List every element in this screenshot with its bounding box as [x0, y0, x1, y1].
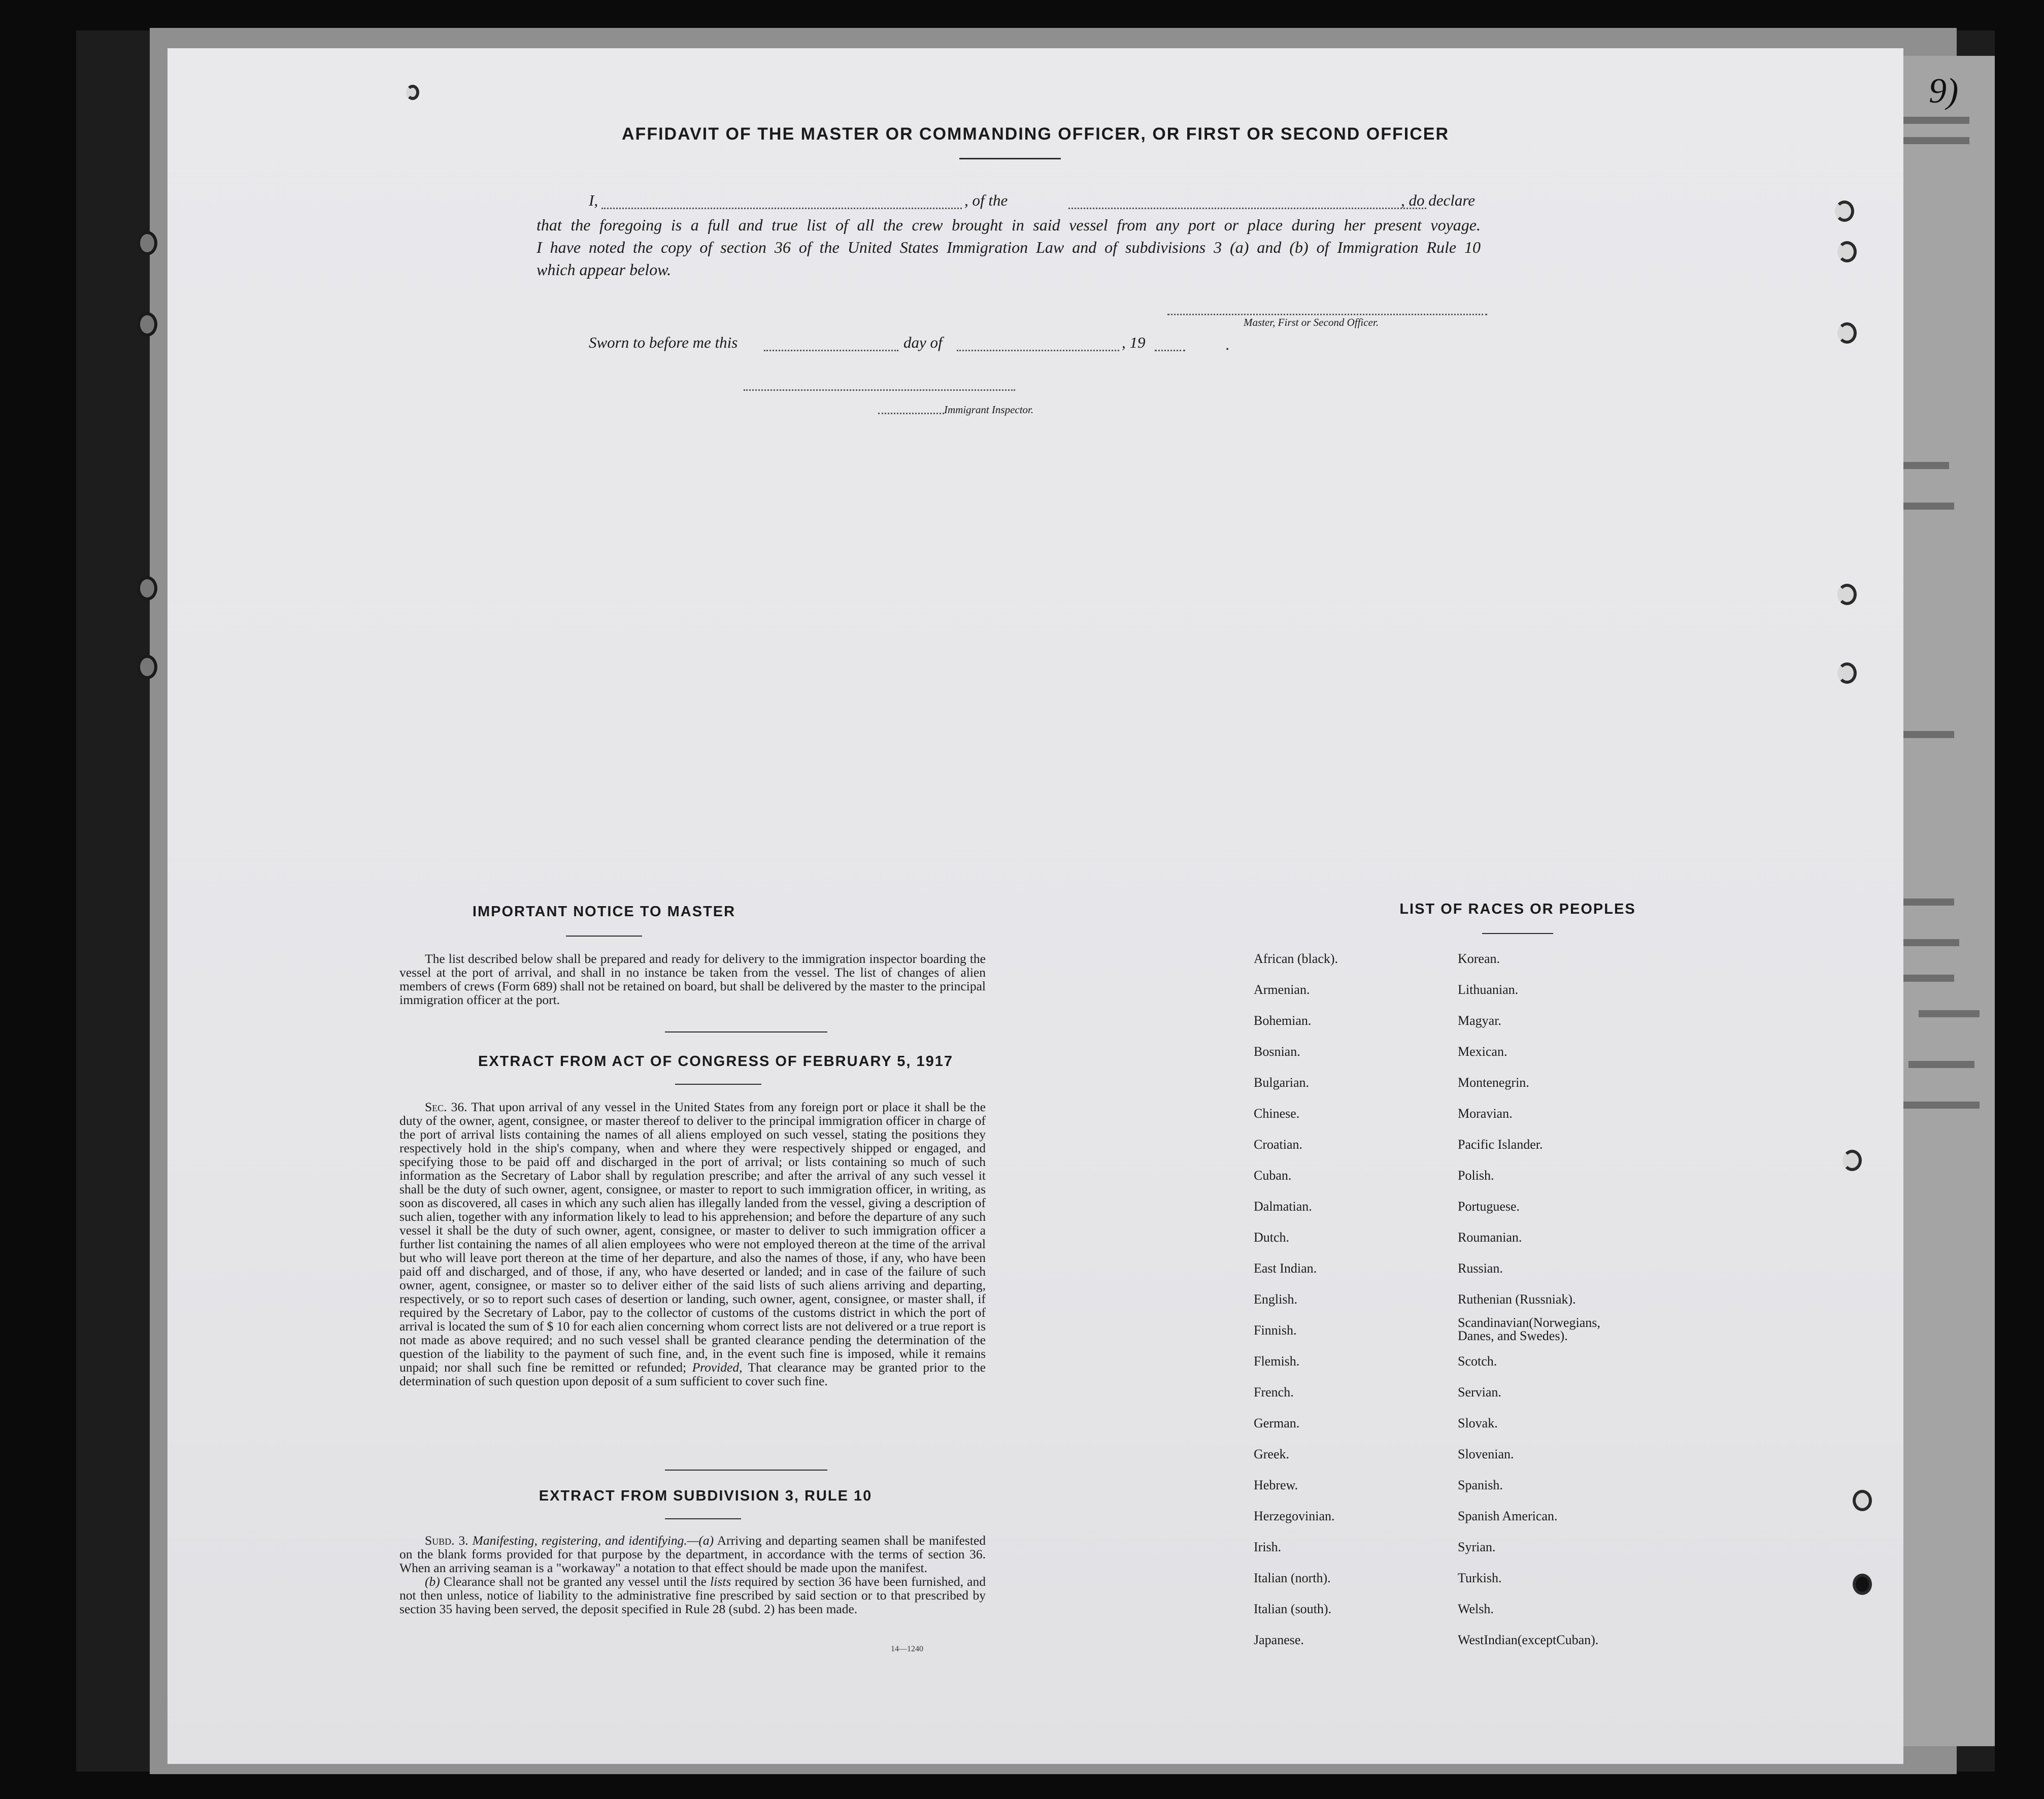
master-signature-label: Master, First or Second Officer. [1244, 316, 1379, 328]
race-item: Cuban. [1254, 1168, 1292, 1183]
inspector-signature-field[interactable] [744, 389, 1015, 391]
year-prefix-label: , 19 [1122, 334, 1146, 351]
race-item: Spanish. [1458, 1478, 1503, 1492]
race-item: Roumanian. [1458, 1230, 1522, 1245]
binder-hole-icon [137, 231, 157, 255]
subd-heading: Manifesting, registering, and identifying.—(a) [472, 1533, 714, 1548]
sec-label: Sec. 36. [425, 1100, 467, 1114]
races-title: LIST OF RACES OR PEOPLES [1399, 901, 1636, 917]
race-item: English. [1254, 1292, 1297, 1307]
declarant-name-field[interactable] [601, 208, 962, 209]
rule-extract-rule [665, 1518, 741, 1519]
race-item: Polish. [1458, 1168, 1494, 1183]
subd-a-text: Arriving and departing seamen shall be manifested on the blank forms provided for that purpose by the department, in accordance with the terms of section 36. When an arriving seaman is a "workaway" a notation to that effect should be made upon the manifest. [399, 1533, 986, 1575]
inspector-signature-field[interactable] [878, 413, 944, 414]
affidavit-page [167, 48, 1903, 1764]
race-item: Montenegrin. [1458, 1075, 1529, 1090]
race-item: African (black). [1254, 951, 1338, 966]
race-item: Scandinavian(Norwegians, Danes, and Swedes). [1458, 1315, 1600, 1343]
declaration-text [537, 214, 1481, 281]
lists-word: lists [710, 1574, 731, 1589]
race-item: Lithuanian. [1458, 982, 1519, 997]
race-item: Armenian. [1254, 982, 1310, 997]
race-item: Bosnian. [1254, 1044, 1300, 1059]
do-declare-label: , do declare [1401, 191, 1476, 209]
race-item: Slovenian. [1458, 1447, 1514, 1461]
punch-hole-icon [406, 85, 419, 100]
day-of-label: day of [903, 334, 943, 351]
punch-hole-icon [1837, 322, 1857, 344]
sworn-month-field[interactable] [957, 350, 1119, 351]
b-label: (b) [425, 1574, 440, 1589]
act-extract-rule [675, 1084, 761, 1085]
race-item: Pacific Islander. [1458, 1137, 1543, 1152]
race-item: French. [1254, 1385, 1294, 1400]
sworn-year-field[interactable] [1155, 350, 1185, 351]
declarant-label: I, [589, 191, 598, 209]
section-rule [665, 1031, 827, 1032]
binder-hole-icon [137, 655, 157, 679]
race-item: Finnish. [1254, 1323, 1297, 1338]
race-item: Welsh. [1458, 1602, 1494, 1616]
race-item: Italian (north). [1254, 1571, 1331, 1585]
race-item: Slovak. [1458, 1416, 1498, 1430]
binder-hole-icon [137, 576, 157, 601]
race-item: Irish. [1254, 1540, 1282, 1554]
notice-body [399, 952, 986, 1007]
race-item: Italian (south). [1254, 1602, 1332, 1616]
rule-paragraph-a [399, 1534, 986, 1575]
race-item: East Indian. [1254, 1261, 1317, 1276]
race-item: Bulgarian. [1254, 1075, 1310, 1090]
section-rule [665, 1470, 827, 1471]
rule-extract-title: EXTRACT FROM SUBDIVISION 3, RULE 10 [539, 1488, 873, 1504]
sec-36-text: That upon arrival of any vessel in the United States from any foreign port or place it shall be the duty of the owner, agent, consignee, or master thereof to deliver to the principal immigration officer in charge of the port of arrival lists containing the names of all aliens employed on such vessel, stating the positions they respectively hold in the ship's company, when and where they were respectively shipped or engaged, and specifying those to be paid off and discharged in the port of arrival; or lists containing so much of such information as the Secretary of Labor shall by regulation prescribe; and after the arrival of any such vessel it shall be the duty of such owner, agent, consignee, or master to report to such immigration officer, in writing, as soon as discovered, all cases in which any such alien has illegally landed from the vessel, giving a description of such alien, together with any information likely to lead to his apprehension; and before the departure of any such vessel it shall be the duty of such owner, agent, consignee, or master to deliver to such immigration officer a further list containing the names of all alien employees who were not employed thereon at the time of the arrival but who will leave port thereon at the time of her departure, and also the names of those, if any, who have been paid off and discharged, and of those, if any, who have deserted or landed; and in case of the failure of such owner, agent, consignee, or master so to deliver either of the said lists of such aliens arriving and departing, respectively, or so to report such cases of desertion or landing, such owner, agent, consignee, or master shall, if required by the Secretary of Labor, pay to the collector of customs of the customs district in which the port of arrival is located the sum of $ 10 for each alien concerning whom correct lists are not delivered or a true report is not made as above required; and no such vessel shall be granted clearance pending the determination of the question of the liability to the payment of such fine, and, in the event such fine is imposed, while it remains unpaid; nor shall such fine be remitted or refunded; [399, 1100, 986, 1375]
act-extract-paragraph [399, 1100, 986, 1388]
notice-title: IMPORTANT NOTICE TO MASTER [472, 904, 736, 920]
race-item: Russian. [1458, 1261, 1503, 1276]
punch-hole-icon [1835, 201, 1854, 222]
race-item: Ruthenian (Russniak). [1458, 1292, 1576, 1307]
notice-paragraph: The list described below shall be prepared and ready for delivery to the immigration inspector boarding the vessel at the port of arrival, and shall in no instance be taken from the vessel. The list of changes of alien members of crews (Form 689) shall not be retained on board, but shall be delivered by the master to the principal immigration officer at the port. [399, 951, 986, 1007]
race-item: Dutch. [1254, 1230, 1290, 1245]
race-item: Flemish. [1254, 1354, 1300, 1369]
sec-36-text-end: That clearance may be granted prior to the determination of such question upon deposit of a sum sufficient to cover such fine. [399, 1360, 986, 1388]
race-item: Japanese. [1254, 1633, 1304, 1647]
sworn-label: Sworn to before me this [589, 334, 738, 351]
race-item: Servian. [1458, 1385, 1501, 1400]
race-item: Hebrew. [1254, 1478, 1298, 1492]
race-item: Mexican. [1458, 1044, 1507, 1059]
master-signature-field[interactable] [1167, 314, 1487, 315]
act-extract-body [399, 1100, 986, 1388]
race-item: Magyar. [1458, 1013, 1501, 1028]
sworn-day-field[interactable] [764, 350, 898, 351]
form-number: 14—1240 [891, 1645, 923, 1653]
act-extract-title: EXTRACT FROM ACT OF CONGRESS OF FEBRUARY 5, 1917 [478, 1053, 954, 1070]
race-item: German. [1254, 1416, 1300, 1430]
year-suffix: . [1226, 336, 1230, 353]
race-item: Bohemian. [1254, 1013, 1312, 1028]
race-item: Scotch. [1458, 1354, 1497, 1369]
declaration-line: I have noted the copy of section 36 of the United States Immigration Law and of subdivisions 3 (a) and (b) of Immigration Rule 10 [537, 238, 1481, 256]
declaration-line: that the foregoing is a full and true list of all the crew brought in said vessel from any port or place during her present voyage. [537, 216, 1481, 234]
race-item: Korean. [1458, 951, 1500, 966]
of-the-label: , of the [964, 191, 1008, 209]
vessel-name-field[interactable] [1068, 208, 1426, 209]
margin-mark: 9) [1929, 72, 1959, 111]
subd-b-text: Clearance shall not be granted any vessel until the [443, 1574, 707, 1589]
race-item: Chinese. [1254, 1106, 1300, 1121]
inspector-label: Immigrant Inspector. [944, 404, 1034, 416]
affidavit-title: AFFIDAVIT OF THE MASTER OR COMMANDING OFFICER, OR FIRST OR SECOND OFFICER [622, 124, 1449, 144]
subd-label: Subd. 3. [425, 1533, 468, 1548]
race-item: Croatian. [1254, 1137, 1303, 1152]
provided-label: Provided, [692, 1360, 743, 1375]
race-item: Moravian. [1458, 1106, 1513, 1121]
race-item: Dalmatian. [1254, 1199, 1312, 1214]
races-rule [1482, 933, 1553, 934]
race-item: Herzegovinian. [1254, 1509, 1335, 1523]
rule-paragraph-b [399, 1575, 986, 1616]
punch-hole-icon [1837, 662, 1857, 684]
title-rule [959, 158, 1061, 159]
punch-hole-icon [1837, 241, 1857, 262]
race-item: WestIndian(exceptCuban). [1458, 1633, 1599, 1647]
declaration-line: which appear below. [537, 260, 672, 279]
race-item: Syrian. [1458, 1540, 1496, 1554]
punch-hole-icon [1837, 584, 1857, 605]
race-item: Spanish American. [1458, 1509, 1558, 1523]
subd-b-text-end: required by section 36 have been furnished, and not then unless, notice of liability to the administrative fine prescribed by said section or to that prescribed by section 35 having been served, the deposit specified in Rule 28 (subd. 2) has been made. [399, 1574, 986, 1616]
race-item: Turkish. [1458, 1571, 1502, 1585]
notice-rule [566, 936, 642, 937]
binder-hole-icon [137, 312, 157, 337]
race-item: Greek. [1254, 1447, 1290, 1461]
race-item: Portuguese. [1458, 1199, 1520, 1214]
punch-hole-icon [1842, 1150, 1862, 1171]
punch-hole-icon [1853, 1574, 1872, 1595]
rule-extract-body [399, 1534, 986, 1616]
punch-hole-icon [1853, 1490, 1872, 1511]
